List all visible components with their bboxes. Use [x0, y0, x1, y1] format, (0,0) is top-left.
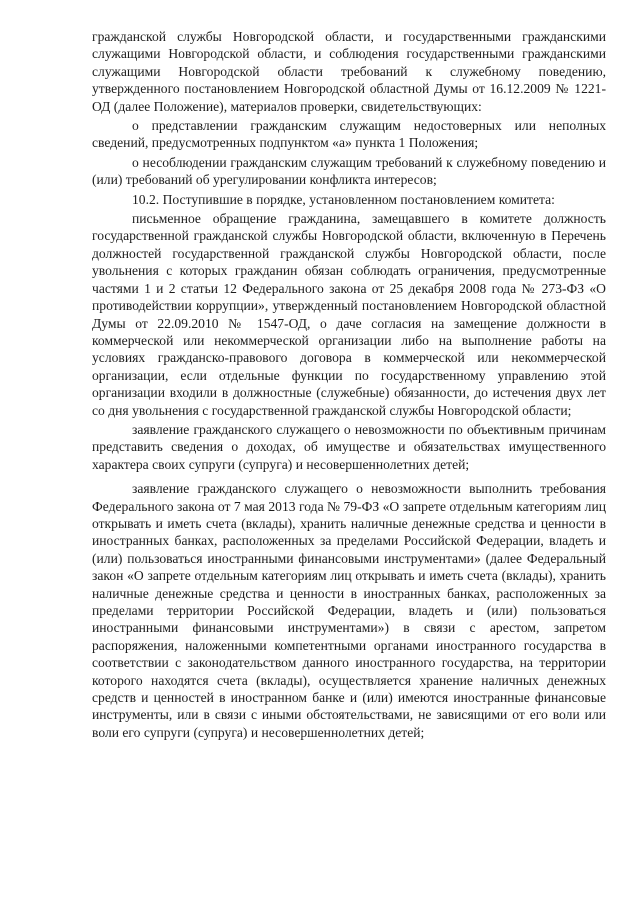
paragraph-item-unreliable-info: о представлении гражданским служащим недостоверных или неполных сведений, предусмотренных подпунктом «а» пункта 1 Положения;: [92, 118, 606, 151]
paragraph-foreign-accounts: заявление гражданского служащего о невозможности выполнить требования Федерального закона от 7 мая 2013 года № 79-ФЗ «О запрете отдельным категориям лиц открывать и иметь счета (вклады), хранить наличные денежные средства и ценности в иностранных банках, расположенных за пределами Российской Федерации, владеть и (или) пользоваться иностранными финансовыми инструментами» (далее Федеральный закон «О запрете отдельным категориям лиц открывать и иметь счета (вклады), хранить наличные денежные средства и ценности в иностранных банках, расположенных за пределами территории Российской Федерации, владеть и (или) пользоваться иностранными финансовыми инструментами») в связи с арестом, запретом распоряжения, наложенными компетентными органами иностранного государства в соответствии с законодательством данного иностранного государства, на территории которого находятся счета (вклады), осуществляется хранение наличных денежных средств и ценностей в иностранном банке и (или) имеются иностранные финансовые инструменты, или в связи с иными обстоятельствами, не зависящими от его воли или воли его супруги (супруга) и несовершеннолетних детей;: [92, 481, 606, 740]
paragraph-continuation: гражданской службы Новгородской области, и государственными гражданскими служащими Новгородской области, и соблюдения государственными гражданскими служащими Новгородской области требований к служебному поведению, утвержденного постановлением Новгородской областной Думы от 16.12.2009 № 1221-ОД (далее Положение), материалов проверки, свидетельствующих:: [92, 29, 606, 114]
paragraph-item-noncompliance: о несоблюдении гражданским служащим требований к служебному поведению и (или) требований об урегулировании конфликта интересов;: [92, 154, 606, 188]
paragraph-written-appeal: письменное обращение гражданина, замещавшего в комитете должность государственной гражданской службы Новгородской области, включенную в Перечень должностей государственной гражданской службы Новгородской области, после увольнения с которых гражданин обязан соблюдать ограничения, предусмотренные частями 1 и 2 статьи 12 Федерального закона от 25 декабря 2008 года № 273-ФЗ «О противодействии коррупции», утвержденный постановлением Новгородской областной Думы от 22.09.2010 № 1547-ОД, о даче согласия на замещение должности в коммерческой или некоммерческой организации либо на выполнение работы на условиях гражданско-правового договора в коммерческой или некоммерческой организации, если отдельные функции по государственному управлению этой организации входили в должностные (служебные) обязанности, до истечения двух лет со дня увольнения с государственной гражданской службы Новгородской области;: [92, 211, 606, 418]
paragraph-section-10-2: 10.2. Поступившие в порядке, установленном постановлением комитета:: [132, 191, 555, 207]
paragraph-income-statement: заявление гражданского служащего о невозможности по объективным причинам представить сведения о доходах, об имуществе и обязательствах имущественного характера своих супруги (супруга) и несовершеннолетних детей;: [92, 421, 606, 472]
